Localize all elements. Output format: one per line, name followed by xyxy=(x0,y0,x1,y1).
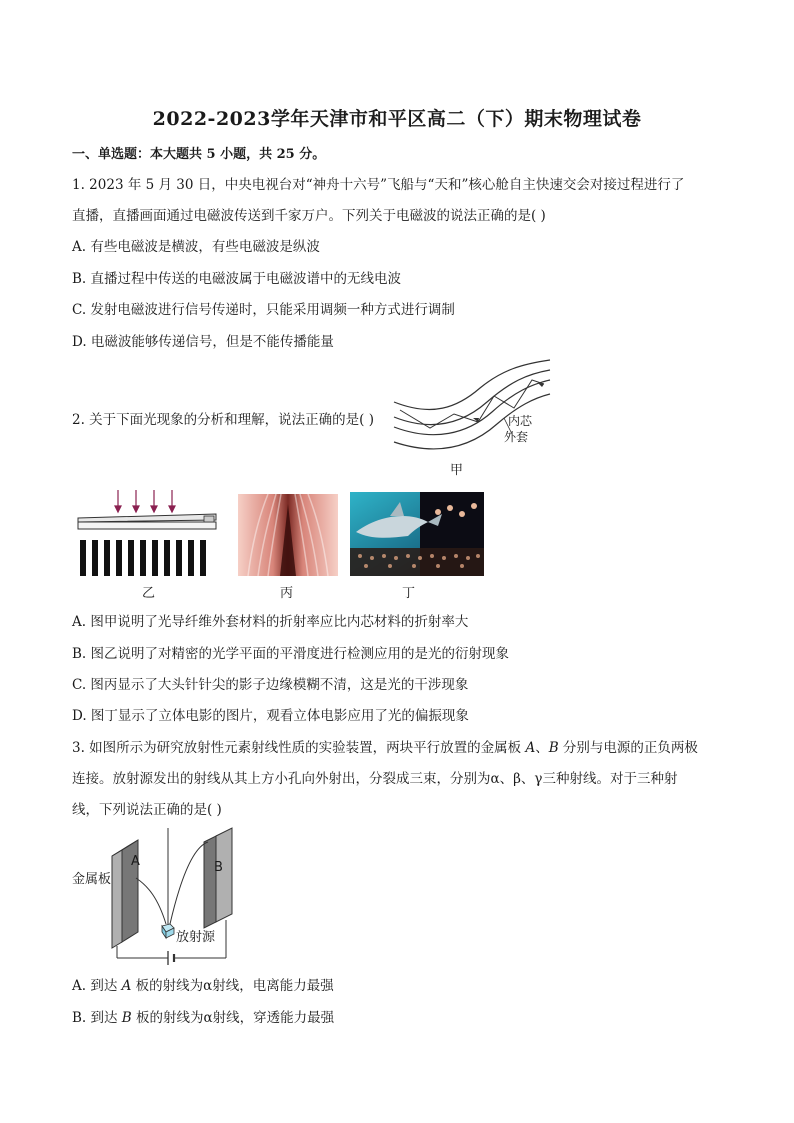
fig-bing-caption: 丙 xyxy=(280,586,294,601)
q2-stem: 2. 关于下面光现象的分析和理解，说法正确的是( ) xyxy=(72,412,374,428)
q3-option-b[interactable] xyxy=(72,1009,334,1027)
fig-jia-caption: 甲 xyxy=(450,463,464,478)
q3-stem-line3: 线，下列说法正确的是( ) xyxy=(72,802,222,818)
q1-option-d[interactable]: D. 电磁波能够传递信号，但是不能传播能量 xyxy=(72,334,334,350)
fig-radiation-apparatus xyxy=(108,828,238,966)
fig-yi-caption: 乙 xyxy=(142,586,156,601)
fig-label-metal-plate: 金属板 xyxy=(72,872,112,887)
q2-option-b[interactable]: B. 图乙说明了对精密的光学平面的平滑度进行检测应用的是光的衍射现象 xyxy=(72,646,510,662)
fig-label-plate-a: A xyxy=(131,854,140,869)
q1-option-b[interactable]: B. 直播过程中传送的电磁波属于电磁波谱中的无线电波 xyxy=(72,271,402,287)
q3-stem-sep: 、 xyxy=(535,740,549,756)
fig-bing-pin-shadow xyxy=(238,494,338,576)
q3-plate-a: A xyxy=(525,740,536,756)
q3-option-a-plate: A xyxy=(121,978,132,994)
q3-plate-b: B xyxy=(548,740,559,756)
fig-yi-flatness-test xyxy=(78,490,220,580)
q2-option-a[interactable]: A. 图甲说明了光导纤维外套材料的折射率应比内芯材料的折射率大 xyxy=(72,614,469,630)
q1-option-a[interactable]: A. 有些电磁波是横波，有些电磁波是纵波 xyxy=(72,239,320,255)
q3-stem-text-b: 分别与电源的正负两极 xyxy=(558,740,698,756)
fig-jia-label-core: 内芯 xyxy=(508,414,533,428)
q2-option-d[interactable]: D. 图丁显示了立体电影的图片，观看立体电影应用了光的偏振现象 xyxy=(72,708,469,724)
q3-option-b-pre: B. 到达 xyxy=(72,1010,122,1026)
fig-jia-label-outer: 外套 xyxy=(504,430,529,444)
q3-stem-line2: 连接。放射源发出的射线从其上方小孔向外射出，分裂成三束，分别为α、β、γ三种射线。对于三种射 xyxy=(72,771,678,787)
q2-option-c[interactable]: C. 图丙显示了大头针针尖的影子边缘模糊不清，这是光的干涉现象 xyxy=(72,677,469,693)
q1-option-c[interactable]: C. 发射电磁波进行信号传递时，只能采用调频一种方式进行调制 xyxy=(72,302,455,318)
q3-stem-text-a: 3. 如图所示为研究放射性元素射线性质的实验装置，两块平行放置的金属板 xyxy=(72,740,526,756)
q1-stem-line2: 直播，直播画面通过电磁波传送到千家万户。下列关于电磁波的说法正确的是( ) xyxy=(72,208,546,224)
q3-option-a-post: 板的射线为α射线，电离能力最强 xyxy=(131,978,334,994)
fig-label-source: 放射源 xyxy=(176,930,216,945)
q3-option-b-plate: B xyxy=(121,1010,132,1026)
q1-stem-line1: 1. 2023 年 5 月 30 日，中央电视台对“神舟十六号”飞船与“天和”核心舱自主快速交会对接过程进行了 xyxy=(72,177,685,193)
q3-stem-line1 xyxy=(72,739,698,757)
q3-option-a-pre: A. 到达 xyxy=(72,978,122,994)
section-heading: 一、单选题：本大题共 5 小题，共 25 分。 xyxy=(72,147,326,162)
q3-option-b-post: 板的射线为α射线，穿透能力最强 xyxy=(131,1010,335,1026)
fig-ding-caption: 丁 xyxy=(402,586,416,601)
fig-ding-3d-movie xyxy=(350,492,484,576)
fig-label-plate-b: B xyxy=(214,860,223,875)
q3-option-a[interactable] xyxy=(72,977,334,995)
page-title: 2022-2023学年天津市和平区高二（下）期末物理试卷 xyxy=(152,108,642,130)
